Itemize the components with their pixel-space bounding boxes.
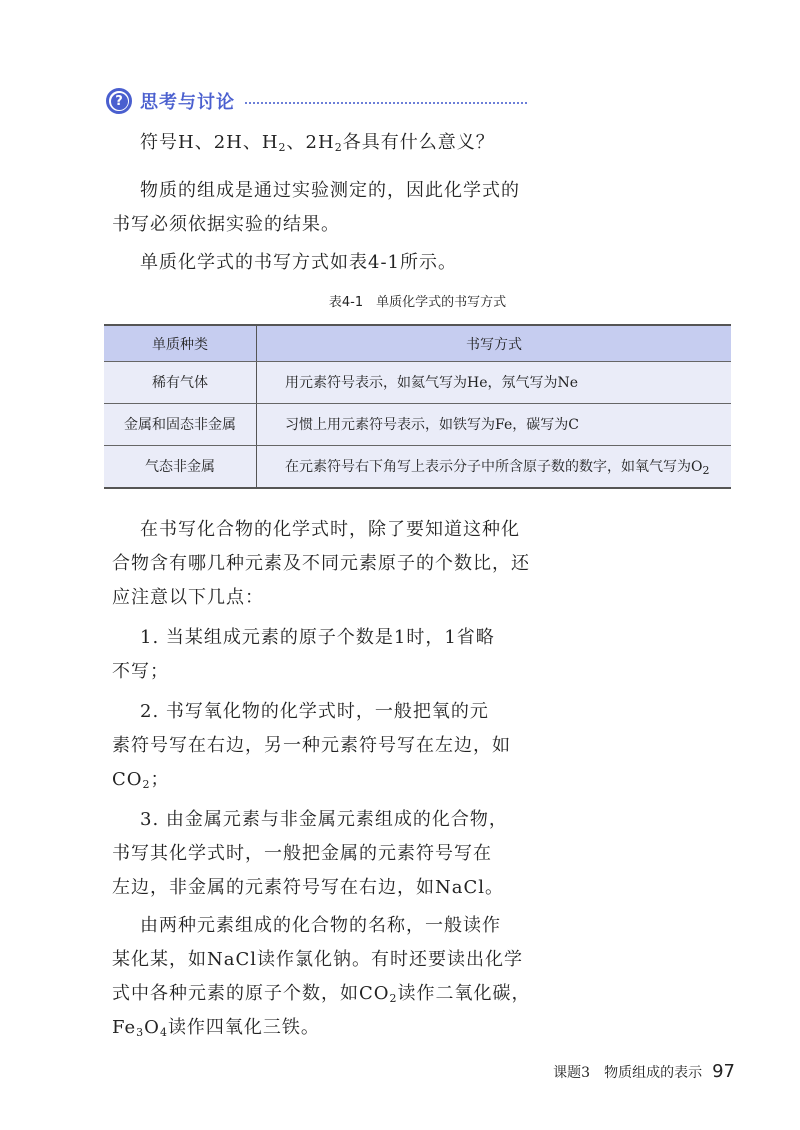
dotted-divider (245, 102, 527, 104)
text-run: 2. 书写氧化物的化学式时，一般把氧的元 (140, 701, 489, 722)
table-row (104, 404, 731, 446)
text-line (104, 581, 731, 615)
text-run: 左边，非金属的元素符号写在右边，如NaCl。 (112, 877, 505, 898)
text-line (104, 943, 731, 977)
text-run: CO (112, 769, 143, 790)
text-line (104, 208, 731, 242)
table-caption: 表4-1 单质化学式的书写方式 (328, 295, 507, 310)
text-block-top (104, 126, 731, 280)
text-run: 应注意以下几点： (112, 587, 264, 608)
text-line (104, 174, 731, 208)
text-line (104, 729, 731, 763)
text-line (104, 246, 731, 280)
think-and-discuss-header (104, 84, 731, 118)
table-row (104, 446, 731, 489)
subscript: 2 (334, 141, 343, 154)
text-line (104, 655, 731, 689)
subscript: 2 (142, 778, 151, 791)
text-run: 读作四氧化三铁。 (167, 1017, 320, 1038)
page-footer (104, 1061, 735, 1125)
text-line (104, 1011, 731, 1045)
cell-kind: 稀有气体 (104, 362, 257, 404)
cell-kind: 气态非金属 (104, 446, 257, 489)
chapter-title: 课题3 物质组成的表示 (553, 1065, 703, 1081)
text-run: 在元素符号右下角写上表示分子中所含原子数的数字，如氧气写为O (285, 458, 703, 475)
page-number: 97 (712, 1061, 735, 1082)
text-run: 书写必须依据实验的结果。 (112, 214, 340, 235)
header-method: 书写方式 (257, 325, 732, 362)
text-run: 合物含有哪几种元素及不同元素原子的个数比，还 (112, 553, 530, 574)
text-run: 习惯上用元素符号表示，如铁写为Fe，碳写为C (285, 416, 579, 433)
text-run: Fe (112, 1017, 137, 1038)
cell-kind: 金属和固态非金属 (104, 404, 257, 446)
subscript: 2 (389, 992, 398, 1005)
text-run: 不写； (112, 661, 169, 682)
subscript: 2 (702, 463, 710, 477)
text-run: 、2H (286, 132, 335, 153)
text-line (104, 695, 731, 729)
text-run: O (144, 1017, 160, 1038)
text-line (104, 621, 731, 655)
cell-method (257, 362, 732, 404)
text-run: 在书写化合物的化学式时，除了要知道这种化 (140, 519, 520, 540)
text-run: 书写其化学式时，一般把金属的元素符号写在 (112, 843, 492, 864)
text-line (104, 977, 731, 1011)
elements-formula-table (104, 324, 731, 489)
text-line (104, 547, 731, 581)
text-line (104, 763, 731, 797)
text-line (104, 513, 731, 547)
text-run: 由两种元素组成的化合物的名称，一般读作 (140, 915, 501, 936)
text-run: 素符号写在右边，另一种元素符号写在左边，如 (112, 735, 511, 756)
text-run: 用元素符号表示，如氦气写为He，氖气写为Ne (285, 374, 579, 391)
text-run: 物质的组成是通过实验测定的，因此化学式的 (140, 180, 520, 201)
text-line (104, 871, 731, 905)
text-run: 式中各种元素的原子个数，如CO (112, 983, 390, 1004)
text-line (104, 909, 731, 943)
text-block-bottom (104, 513, 731, 1045)
text-run: 某化某，如NaCl读作氯化钠。有时还要读出化学 (112, 949, 524, 970)
text-line (104, 837, 731, 871)
text-run: 各具有什么意义？ (342, 132, 495, 153)
cell-method (257, 404, 732, 446)
table-row (104, 362, 731, 404)
cell-method (257, 446, 732, 489)
subscript: 2 (278, 141, 287, 154)
header-kind: 单质种类 (104, 325, 257, 362)
text-run: 1. 当某组成元素的原子个数是1时，1省略 (140, 627, 495, 648)
subscript: 3 (136, 1026, 145, 1039)
text-line (104, 126, 731, 160)
text-run: 3. 由金属元素与非金属元素组成的化合物， (140, 809, 508, 830)
text-run: 符号H、2H、H (140, 132, 279, 153)
question-glyph: ? (111, 93, 128, 110)
section-title: 思考与讨论 (140, 92, 235, 113)
text-run: 读作二氧化碳， (397, 983, 531, 1004)
subscript: 4 (159, 1026, 168, 1039)
text-run: 单质化学式的书写方式如表4-1所示。 (140, 252, 457, 273)
text-line (104, 803, 731, 837)
text-run: ； (150, 769, 170, 790)
question-icon (106, 88, 132, 114)
